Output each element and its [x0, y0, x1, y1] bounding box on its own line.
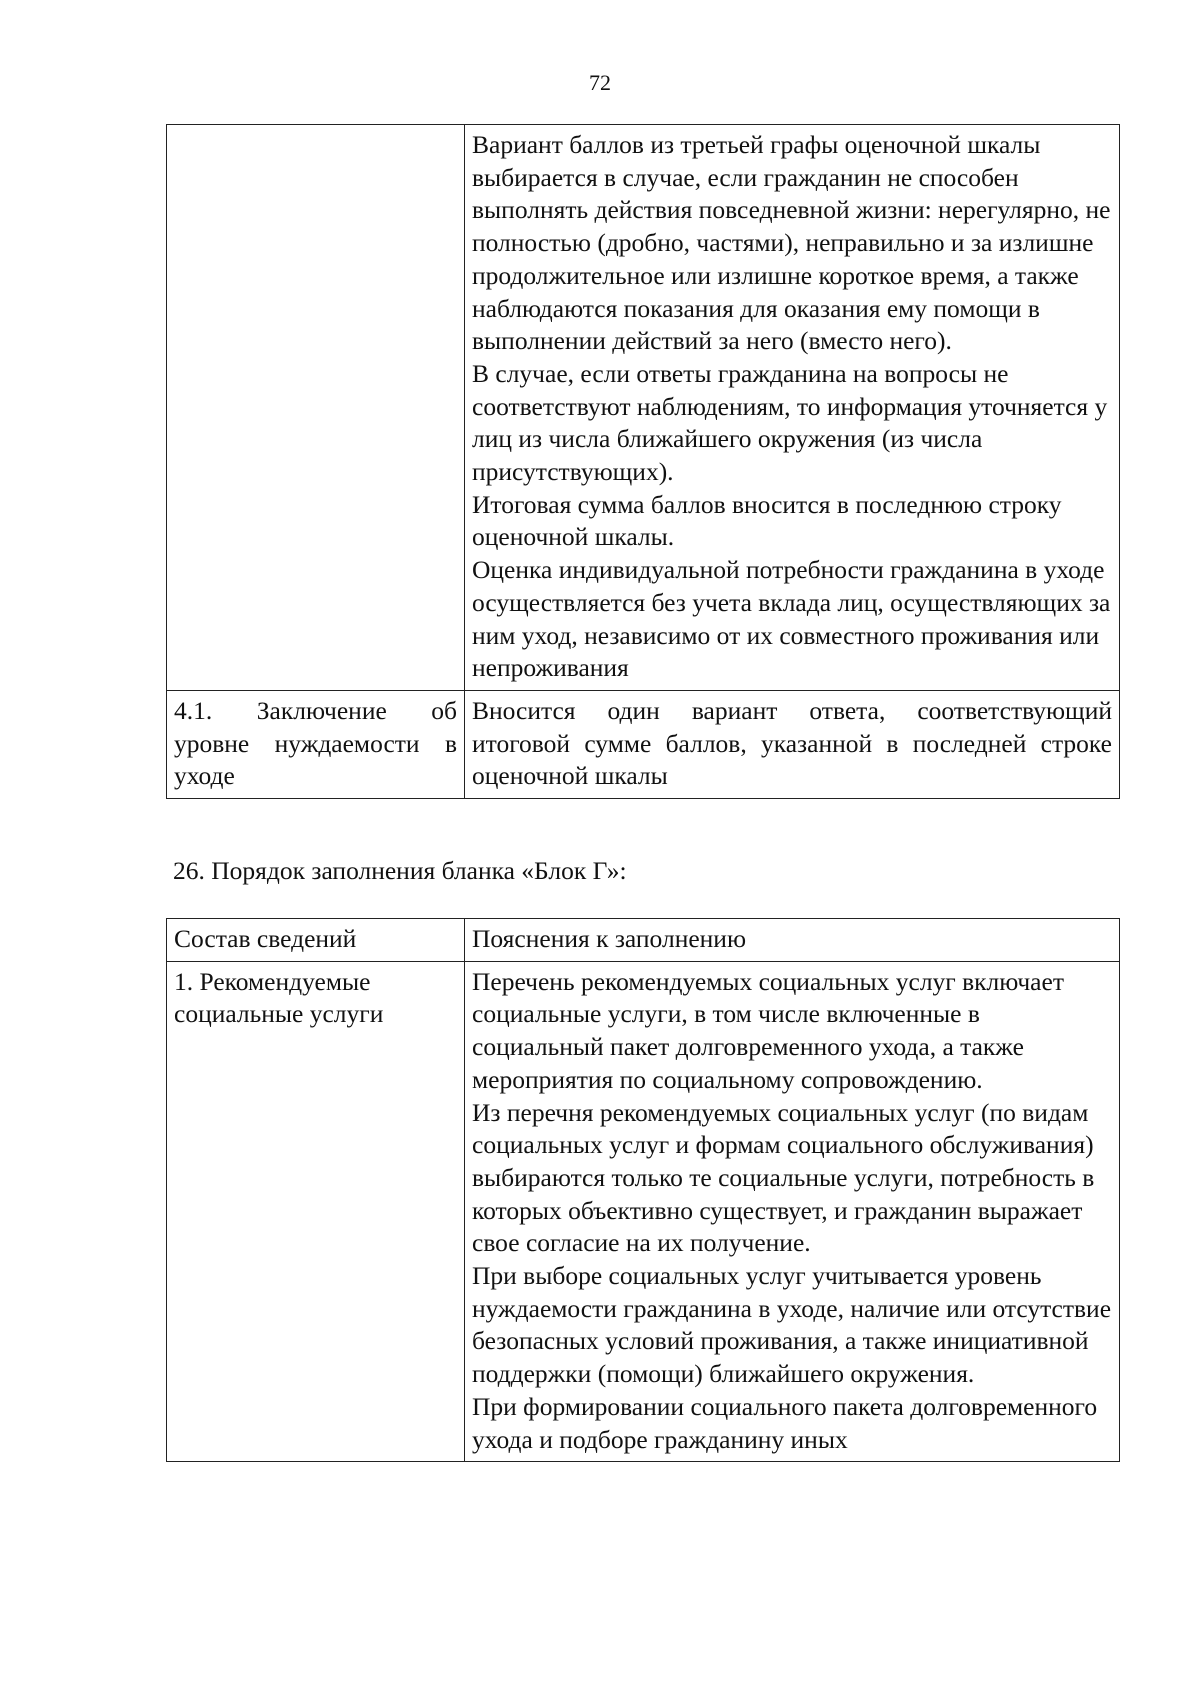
table-cell-item: 1. Рекомендуемые социальные услуги [167, 961, 465, 1462]
table-row [167, 961, 1120, 1462]
column-header-explanations: Пояснения к заполнению [465, 919, 1120, 962]
column-header-contents: Состав сведений [167, 919, 465, 962]
table-header-row [167, 919, 1120, 962]
assessment-instructions-table [166, 124, 1120, 799]
table-row [167, 125, 1120, 691]
explanation-paragraph: Вариант баллов из третьей графы оценочной шкалы выбирается в случае, если гражданин не способен выполнять действия повседневной жизни: нерегулярно, не полностью (дробно, частями), неправильно и за излишне продолжительное или излишне короткое время, а также наблюдаются показания для оказания ему помощи в выполнении действий за него (вместо него). [472, 130, 1111, 356]
explanation-paragraph: При формировании социального пакета долговременного ухода и подборе гражданину иных [472, 1391, 1098, 1454]
conclusion-item-explanation: Вносится один вариант ответа, соответствующий итоговой сумме баллов, указанной в последней строке оценочной шкалы [472, 695, 1112, 791]
explanation-paragraph: Перечень рекомендуемых социальных услуг включает социальные услуги, в том числе включенные в социальный пакет долговременного ухода, а также мероприятия по социальному сопровождению. [472, 966, 1064, 1094]
table-cell-explanation [465, 690, 1120, 798]
table-cell-explanation [465, 961, 1120, 1462]
table-cell-item [167, 690, 465, 798]
section-heading: 26. Порядок заполнения бланка «Блок Г»: [173, 856, 627, 885]
table-cell-explanation [465, 125, 1120, 691]
block-g-instructions-table [166, 918, 1120, 1462]
page-number: 72 [589, 70, 611, 95]
explanation-paragraph: Итоговая сумма баллов вносится в последнюю строку оценочной шкалы. [472, 489, 1062, 552]
explanation-paragraph: Оценка индивидуальной потребности гражданина в уходе осуществляется без учета вклада лиц, осуществляющих за ним уход, независимо от их совместного проживания или непроживания [472, 555, 1111, 683]
conclusion-item-label: 4.1. Заключение об уровне нуждаемости в уходе [174, 695, 457, 791]
explanation-paragraph: При выборе социальных услуг учитывается уровень нуждаемости гражданина в уходе, наличие или отсутствие безопасных условий проживания, а также инициативной поддержки (помощи) ближайшего окружения. [472, 1261, 1112, 1389]
table-cell-item [167, 125, 465, 691]
explanation-paragraph: Из перечня рекомендуемых социальных услуг (по видам социальных услуг и формам социального обслуживания) выбираются только те социальные услуги, потребность в которых объективно существует, и гражданин выражает свое согласие на их получение. [472, 1097, 1095, 1258]
explanation-paragraph: В случае, если ответы гражданина на вопросы не соответствуют наблюдениям, то информация уточняется у лиц из числа ближайшего окружения (из числа присутствующих). [472, 358, 1108, 487]
table-row [167, 690, 1120, 798]
